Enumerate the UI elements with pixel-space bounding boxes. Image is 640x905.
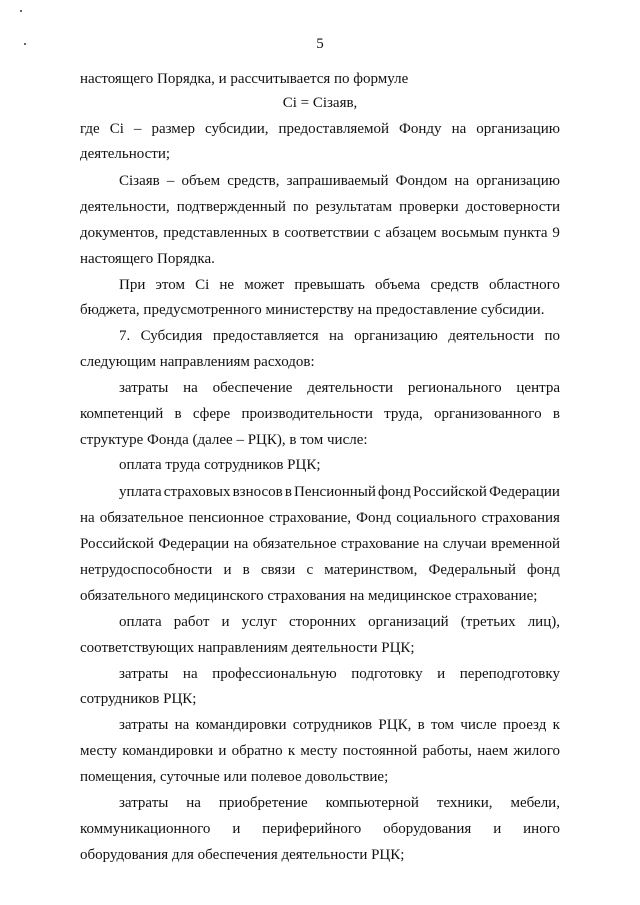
word: производительности (241, 406, 373, 422)
word: организаций (368, 614, 449, 630)
word: профессиональную (212, 666, 337, 682)
word: Пенсионный (294, 484, 376, 500)
word: Ci (109, 121, 124, 137)
word: пункта (503, 225, 548, 241)
word: (третьих (460, 614, 516, 630)
word: деятельности (307, 380, 394, 396)
word: и (218, 743, 227, 759)
word: на (454, 173, 470, 189)
word: Фондом (395, 173, 448, 189)
word: компьютерной (325, 795, 419, 811)
word: документов, (80, 225, 159, 241)
word: и (221, 614, 230, 630)
word: РЦК, (378, 717, 412, 733)
word: проверки (399, 199, 459, 215)
word: жилого (513, 743, 560, 759)
word: на (182, 666, 198, 682)
word: превышать (294, 277, 365, 293)
formula: Ci = Ciзаяв, (282, 95, 358, 111)
scan-speck (20, 10, 22, 12)
word: в (552, 406, 560, 422)
word: оборудования (383, 821, 472, 837)
word: компетенций (80, 406, 164, 422)
word: на (174, 717, 190, 733)
word: мебели, (510, 795, 560, 811)
word: связи (260, 562, 296, 578)
word: месту (80, 743, 118, 759)
text-line: структуре Фонда (далее – РЦК), в том числе: (80, 432, 368, 448)
word: – (133, 121, 142, 137)
word: организацию (354, 328, 438, 344)
word: сторонних (288, 614, 357, 630)
text-line: оборудования для обеспечения деятельности РЦК; (80, 847, 405, 863)
word: пенсионное (188, 510, 264, 526)
word: на (451, 121, 467, 137)
word: затраты (119, 380, 169, 396)
word: в (272, 225, 280, 241)
word: 7. (119, 328, 131, 344)
word: иного (523, 821, 560, 837)
word: организацию (476, 173, 560, 189)
word: деятельности (448, 328, 535, 344)
word: средств (430, 277, 479, 293)
word: работ (173, 614, 210, 630)
word: организацию (476, 121, 560, 137)
word: и (223, 562, 232, 578)
word: подтвержденный (176, 199, 286, 215)
word: сотрудников (292, 717, 373, 733)
word: числе (460, 717, 497, 733)
word: на (329, 328, 344, 344)
word: случаи (442, 536, 487, 552)
text-line (80, 820, 560, 838)
text-line: настоящего Порядка, и рассчитывается по формуле (80, 71, 409, 87)
word: на (186, 795, 201, 811)
word: с (306, 562, 314, 578)
word: командировки (122, 743, 214, 759)
word: затраты (119, 795, 169, 811)
word: средств, (227, 173, 280, 189)
word: Фонд (356, 510, 392, 526)
word: областного (488, 277, 560, 293)
word: 9 (552, 225, 560, 241)
text-line (119, 276, 560, 294)
page-number: 5 (316, 36, 324, 52)
word: командировки (195, 717, 287, 733)
word: затраты (119, 666, 169, 682)
word: страхование, (269, 510, 352, 526)
word: затраты (119, 717, 169, 733)
text-line (80, 535, 560, 553)
word: предоставляется (212, 328, 319, 344)
word: Российской (80, 536, 154, 552)
text-line (119, 794, 560, 812)
text-line (80, 742, 560, 760)
text-line: настоящего Порядка. (80, 251, 215, 267)
text-line: деятельности; (80, 146, 171, 162)
word: страхование (340, 536, 420, 552)
word: результатам (315, 199, 393, 215)
word: представленных (163, 225, 268, 241)
word: коммуникационного (80, 821, 211, 837)
word: нетрудоспособности (80, 562, 213, 578)
word: не (219, 277, 235, 293)
word: к (552, 717, 560, 733)
word: где (80, 121, 100, 137)
word: может (244, 277, 285, 293)
word: страховых (163, 484, 231, 500)
word: и (232, 821, 241, 837)
word: Федерации (489, 484, 560, 500)
word: объема (374, 277, 421, 293)
word: приобретение (218, 795, 308, 811)
word: центра (516, 380, 560, 396)
word: предоставляемой (278, 121, 390, 137)
text-line: помещения, суточные или полевое довольствие; (80, 769, 389, 785)
text-line: обязательного медицинского страхования на медицинское страхование; (80, 588, 538, 604)
text-line: следующим направлениям расходов: (80, 354, 315, 370)
word: в (417, 717, 425, 733)
word: достоверности (465, 199, 560, 215)
word: Субсидия (140, 328, 203, 344)
word: обеспечение (212, 380, 293, 396)
text-line (119, 613, 560, 631)
word: подготовку (351, 666, 423, 682)
text-line: бюджета, предусмотренного министерству на предоставление субсидии. (80, 302, 545, 318)
word: на (80, 510, 95, 526)
word: социального (396, 510, 477, 526)
word: по (293, 199, 309, 215)
word: на (183, 380, 198, 396)
text-line: соответствующих направлениям деятельности РЦК; (80, 640, 415, 656)
word: труда, (384, 406, 423, 422)
text-line (119, 665, 560, 683)
word: Российской (413, 484, 487, 500)
word: обязательное (99, 510, 184, 526)
word: временной (491, 536, 560, 552)
text-line (80, 561, 560, 579)
text-line: сотрудников РЦК; (80, 691, 197, 707)
word: услуг (241, 614, 277, 630)
word: Ci (195, 277, 210, 293)
word: объем (181, 173, 221, 189)
word: При (119, 277, 146, 293)
text-line (80, 405, 560, 423)
word: к (287, 743, 296, 759)
word: уплата (119, 484, 162, 500)
word: том (430, 717, 455, 733)
word: в (174, 406, 182, 422)
word: фонд (527, 562, 560, 578)
word: запрашиваемый (286, 173, 389, 189)
word: на (423, 536, 439, 552)
word: Федеральный (428, 562, 516, 578)
word: переподготовку (459, 666, 560, 682)
word: Ciзаяв (119, 173, 160, 189)
word: – (166, 173, 175, 189)
word: техники, (436, 795, 493, 811)
word: и (437, 666, 446, 682)
text-line (80, 509, 560, 527)
word: оплата (119, 614, 162, 630)
word: работы, (422, 743, 473, 759)
word: с (373, 225, 381, 241)
text-line (119, 327, 560, 345)
word: страхования (481, 510, 560, 526)
word: соответствии (284, 225, 370, 241)
word: периферийного (262, 821, 362, 837)
word: размер (151, 121, 195, 137)
word: обратно (231, 743, 283, 759)
text-line (119, 716, 560, 734)
word: восьмым (441, 225, 499, 241)
word: Фонду (399, 121, 442, 137)
word: деятельности, (80, 199, 170, 215)
text-line (119, 483, 560, 501)
word: по (544, 328, 560, 344)
word: этом (155, 277, 185, 293)
word: в (284, 484, 292, 500)
word: сфере (192, 406, 231, 422)
text-line (119, 379, 560, 397)
word: и (493, 821, 502, 837)
word: в (242, 562, 250, 578)
word: обязательное (252, 536, 337, 552)
text-line: оплата труда сотрудников РЦК; (119, 457, 321, 473)
word: фонд (378, 484, 411, 500)
word: Федерации (158, 536, 230, 552)
word: материнством, (324, 562, 418, 578)
word: организованного (434, 406, 542, 422)
word: лиц), (527, 614, 560, 630)
word: проезд (503, 717, 547, 733)
word: на (233, 536, 249, 552)
word: наем (477, 743, 509, 759)
text-line (80, 198, 560, 216)
text-line (119, 172, 560, 190)
text-line (80, 120, 560, 138)
text-line (80, 224, 560, 242)
word: субсидии, (204, 121, 269, 137)
word: постоянной (342, 743, 418, 759)
word: регионального (407, 380, 502, 396)
word: взносов (232, 484, 283, 500)
word: абзацем (385, 225, 437, 241)
word: месту (300, 743, 338, 759)
